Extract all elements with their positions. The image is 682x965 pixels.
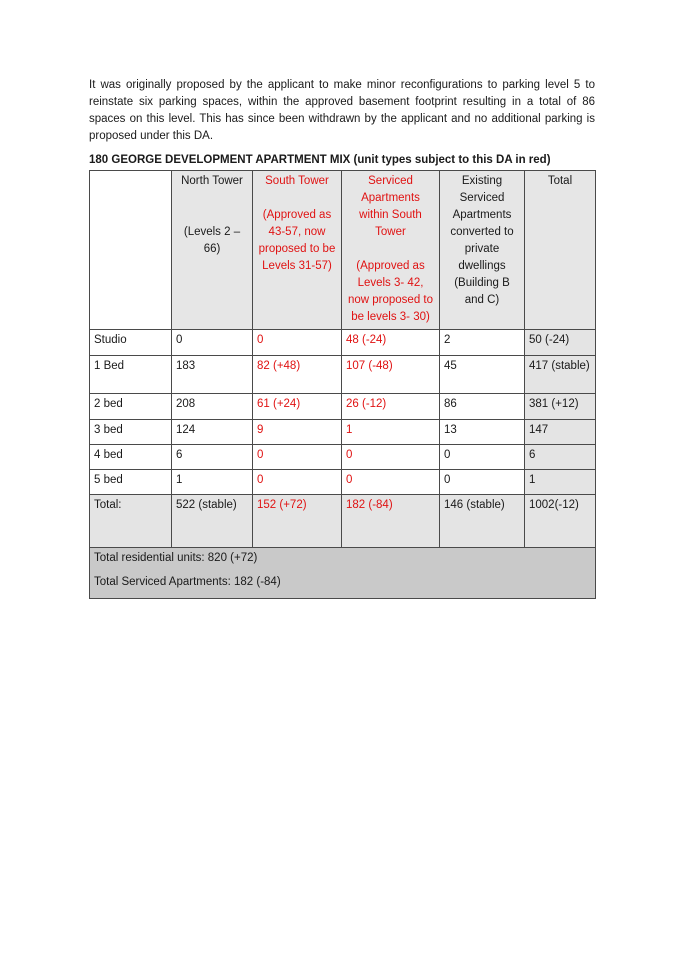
studio-label: Studio xyxy=(90,330,172,356)
1bed-serviced-value: 107 (-48) xyxy=(342,356,440,394)
total-header-title: Total xyxy=(547,175,573,187)
2bed-label: 2 bed xyxy=(90,394,172,420)
5bed-existing-value: 0 xyxy=(440,470,525,495)
north-tower-header-subtitle: (Levels 2 – 66) xyxy=(183,226,241,255)
existing-serviced-header xyxy=(440,171,525,330)
3bed-serviced-value: 1 xyxy=(342,420,440,445)
3bed-south-value: 9 xyxy=(253,420,342,445)
total-serviced-apartments-line: Total Serviced Apartments: 182 (-84) xyxy=(94,576,281,588)
north-tower-header xyxy=(172,171,253,330)
studio-serviced-value: 48 (-24) xyxy=(342,330,440,356)
row-2bed xyxy=(90,394,596,420)
4bed-serviced-value: 0 xyxy=(342,445,440,470)
total-south-value: 152 (+72) xyxy=(253,495,342,548)
north-tower-header-title: North Tower xyxy=(181,175,243,187)
2bed-south-value: 61 (+24) xyxy=(253,394,342,420)
4bed-north-value: 6 xyxy=(172,445,253,470)
studio-total-value: 50 (-24) xyxy=(525,330,596,356)
4bed-label: 4 bed xyxy=(90,445,172,470)
header-row xyxy=(90,171,596,330)
intro-paragraph: It was originally proposed by the applicant to make minor reconfigurations to parking level 5 to reinstate six parking spaces, within the approved basement footprint resulting in a total of 86 spaces on this level. This has since been withdrawn by the applicant and no additional parking is proposed under this DA. xyxy=(89,79,595,142)
2bed-existing-value: 86 xyxy=(440,394,525,420)
2bed-north-value: 208 xyxy=(172,394,253,420)
row-5bed xyxy=(90,470,596,495)
row-studio xyxy=(90,330,596,356)
3bed-label: 3 bed xyxy=(90,420,172,445)
3bed-existing-value: 13 xyxy=(440,420,525,445)
row-1bed xyxy=(90,356,596,394)
1bed-total-value: 417 (stable) xyxy=(525,356,596,394)
1bed-label: 1 Bed xyxy=(90,356,172,394)
studio-north-value: 0 xyxy=(172,330,253,356)
5bed-north-value: 1 xyxy=(172,470,253,495)
4bed-south-value: 0 xyxy=(253,445,342,470)
5bed-south-value: 0 xyxy=(253,470,342,495)
1bed-existing-value: 45 xyxy=(440,356,525,394)
apartment-mix-table xyxy=(89,170,596,599)
serviced-apartments-header xyxy=(342,171,440,330)
row-3bed xyxy=(90,420,596,445)
south-tower-header xyxy=(253,171,342,330)
total-header xyxy=(525,171,596,330)
south-tower-header-subtitle: (Approved as 43-57, now proposed to be Levels 31-57) xyxy=(258,209,336,272)
1bed-south-value: 82 (+48) xyxy=(253,356,342,394)
total-north-value: 522 (stable) xyxy=(172,495,253,548)
2bed-total-value: 381 (+12) xyxy=(525,394,596,420)
row-4bed xyxy=(90,445,596,470)
2bed-serviced-value: 26 (-12) xyxy=(342,394,440,420)
1bed-north-value: 183 xyxy=(172,356,253,394)
3bed-north-value: 124 xyxy=(172,420,253,445)
existing-serviced-header-title: Existing Serviced Apartments converted to private dwellings (Building B and C) xyxy=(450,175,514,306)
row-summary-footer xyxy=(90,548,596,599)
total-total-value: 1002(-12) xyxy=(525,495,596,548)
total-residential-units-line: Total residential units: 820 (+72) xyxy=(94,552,258,564)
studio-south-value: 0 xyxy=(253,330,342,356)
corner-header-cell xyxy=(90,171,172,330)
5bed-label: 5 bed xyxy=(90,470,172,495)
total-serviced-value: 182 (-84) xyxy=(342,495,440,548)
table-title: 180 GEORGE DEVELOPMENT APARTMENT MIX (unit types subject to this DA in red) xyxy=(89,154,551,166)
5bed-serviced-value: 0 xyxy=(342,470,440,495)
south-tower-header-title: South Tower xyxy=(265,175,329,187)
page-content xyxy=(89,77,595,599)
3bed-total-value: 147 xyxy=(525,420,596,445)
row-total xyxy=(90,495,596,548)
total-existing-value: 146 (stable) xyxy=(440,495,525,548)
4bed-total-value: 6 xyxy=(525,445,596,470)
5bed-total-value: 1 xyxy=(525,470,596,495)
total-label: Total: xyxy=(90,495,172,548)
4bed-existing-value: 0 xyxy=(440,445,525,470)
studio-existing-value: 2 xyxy=(440,330,525,356)
serviced-apartments-header-subtitle: (Approved as Levels 3- 42, now proposed to be levels 3- 30) xyxy=(347,260,434,323)
table-footer-cell xyxy=(90,548,596,599)
serviced-apartments-header-title: Serviced Apartments within South Tower xyxy=(359,175,422,238)
